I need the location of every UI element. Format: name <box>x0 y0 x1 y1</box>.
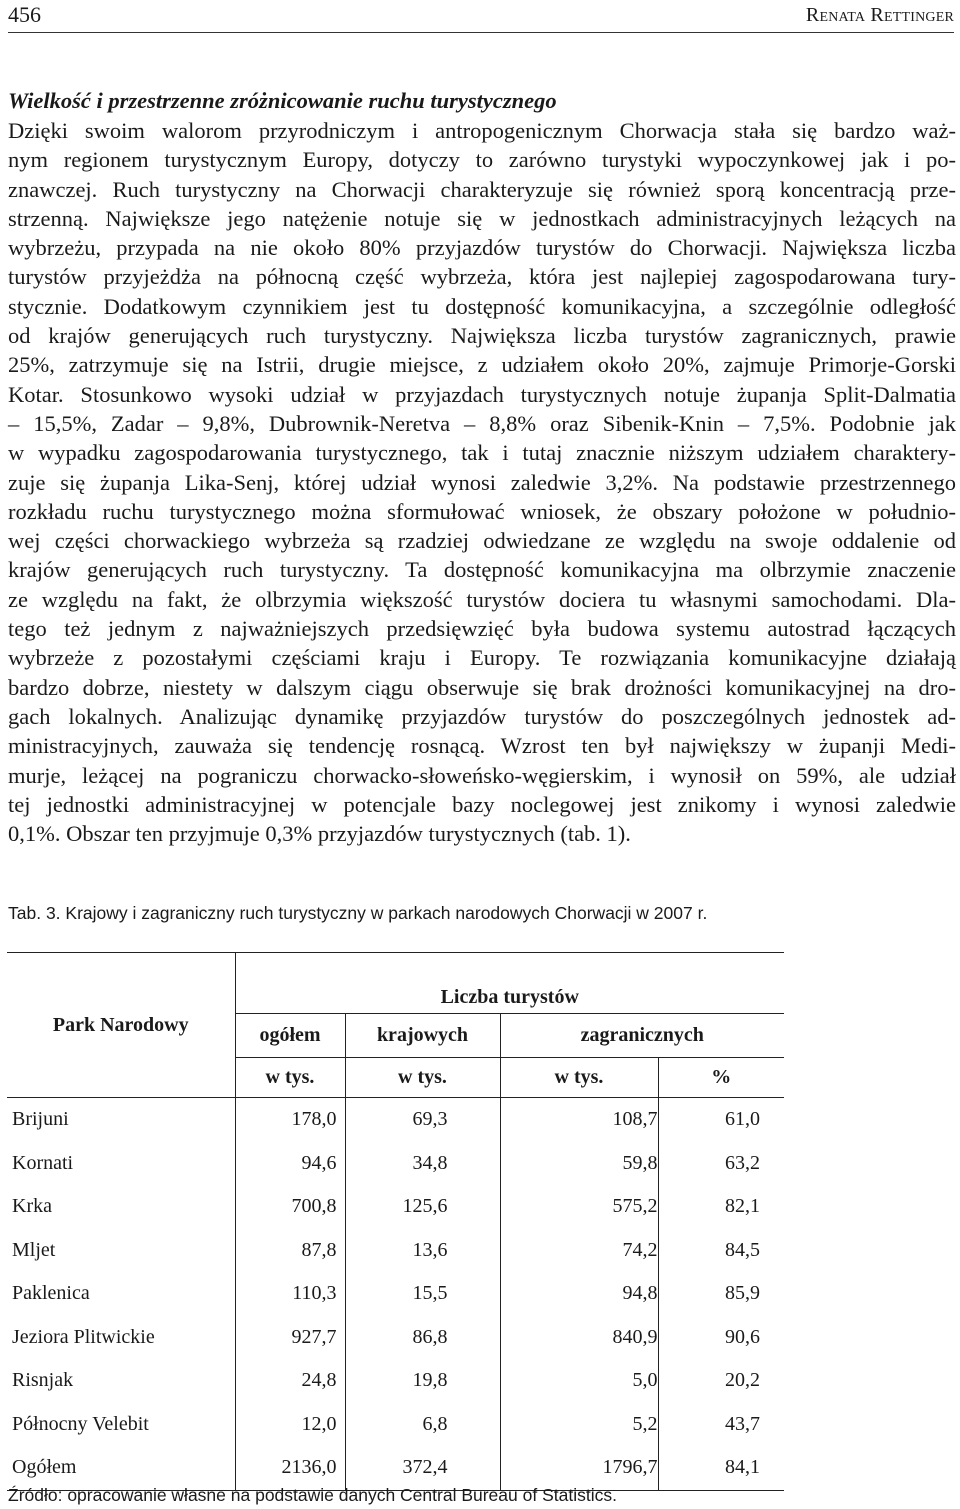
park-name-cell: Jeziora Plitwickie <box>12 1325 155 1348</box>
foreign-cell: 840,9 <box>500 1316 658 1360</box>
percent-cell: 20,2 <box>658 1359 784 1403</box>
percent-cell: 43,7 <box>658 1403 784 1447</box>
text-line: wybrzeże z pozostałymi częściami kraju i Europy. Te rozwiązania komunikacyjne działają <box>8 645 956 671</box>
text-line: 0,1%. Obszar ten przyjmuje 0,3% przyjazdów turystycznych (tab. 1). <box>8 821 631 847</box>
foreign-cell: 94,8 <box>500 1272 658 1316</box>
text-line: murje, leżącej na pograniczu chorwacko-słoweńsko-węgierskim, i wynosił on 59%, ale udział <box>8 762 956 788</box>
table-caption: Tab. 3. Krajowy i zagraniczny ruch turystyczny w parkach narodowych Chorwacji w 2007 r. <box>8 903 708 923</box>
national-parks-table <box>7 952 784 1491</box>
text-line: rozkładu ruchu turystycznego można sformułować wniosek, że obszary położone w południo- <box>8 498 956 524</box>
park-name-cell: Północny Velebit <box>12 1412 149 1435</box>
header-park-name: Park Narodowy <box>7 953 235 1058</box>
foreign-cell: 108,7 <box>500 1098 658 1142</box>
text-line: wybrzeżu, przypada na nie około 80% przyjazdów turystów do Chorwacji. Największa liczba <box>8 235 956 261</box>
domestic-cell: 6,8 <box>345 1403 500 1447</box>
section-heading: Wielkość i przestrzenne zróżnicowanie ruchu turystycznego <box>8 88 557 113</box>
text-line: Dzięki swoim walorom przyrodniczym i antropogenicznym Chorwacja stała się bardzo waż- <box>8 118 956 143</box>
percent-cell: 84,5 <box>658 1229 784 1273</box>
page-header <box>8 0 954 33</box>
foreign-cell: 575,2 <box>500 1185 658 1229</box>
park-name-cell: Kornati <box>12 1151 74 1174</box>
text-line: strzenną. Największe jego natężenie notuje się w jednostkach administracyjnych leżących na <box>8 205 956 231</box>
table-row <box>7 1316 784 1360</box>
foreign-cell: 1796,7 <box>500 1446 658 1490</box>
table-row <box>7 1185 784 1229</box>
text-line: ze względu na fakt, że olbrzymia większość turystów dociera tu własnymi samochodami. Dla- <box>8 586 956 612</box>
text-line: krajów generujących ruch turystyczny. Ta dostępność komunikacyjna ma olbrzymie znaczenie <box>8 557 956 583</box>
text-line: zuje się żupanja Lika-Senj, której udział wynosi zaledwie 3,2%. Na podstawie przestrzennego <box>8 469 956 495</box>
percent-cell: 90,6 <box>658 1316 784 1360</box>
foreign-cell: 5,0 <box>500 1359 658 1403</box>
header-foreign: zagranicznych <box>500 1014 784 1058</box>
domestic-cell: 19,8 <box>345 1359 500 1403</box>
text-line: nym regionem turystycznym Europy, dotyczy to zarówno turystyki wypoczynkowej jak i po- <box>8 147 956 173</box>
total-cell: 2136,0 <box>235 1446 345 1490</box>
park-name-cell: Mljet <box>12 1238 56 1261</box>
domestic-cell: 125,6 <box>345 1185 500 1229</box>
body-paragraph <box>8 116 956 848</box>
table-row <box>7 1142 784 1186</box>
percent-cell: 84,1 <box>658 1446 784 1490</box>
text-line: 25%, zatrzymuje się na Istrii, drugie miejsce, z udziałem około 20%, zajmuje Primorje-Gorski <box>8 352 956 378</box>
text-line: stycznie. Dodatkowym czynnikiem jest tu dostępność komunikacyjna, a szczególnie odległość <box>8 293 956 319</box>
text-line: bardzo dobrze, niestety w dalszym ciągu obserwuje się brak drożności komunikacyjnej na dro- <box>8 674 956 700</box>
text-line: turystów przyjeżdża na północną część wybrzeża, która jest najlepiej zagospodarowana tury- <box>8 264 956 290</box>
percent-cell: 82,1 <box>658 1185 784 1229</box>
domestic-cell: 69,3 <box>345 1098 500 1142</box>
park-name-cell: Paklenica <box>12 1282 90 1305</box>
total-cell: 24,8 <box>235 1359 345 1403</box>
table-row <box>7 1446 784 1490</box>
percent-cell: 85,9 <box>658 1272 784 1316</box>
table-row <box>7 1272 784 1316</box>
text-line: ministracyjnych, zauważa się tendencję rosnącą. Wzrost ten był największy w żupanji Medi- <box>8 733 956 759</box>
text-line: – 15,5%, Zadar – 9,8%, Dubrownik-Neretva – 8,8% oraz Sibenik-Knin – 7,5%. Podobnie jak <box>8 410 956 436</box>
total-cell: 110,3 <box>235 1272 345 1316</box>
unit-total: w tys. <box>235 1058 345 1098</box>
running-author: Renata Rettinger <box>805 4 954 26</box>
total-cell: 700,8 <box>235 1185 345 1229</box>
text-line: od krajów generujących ruch turystyczny. Największa liczba turystów zagranicznych, prawie <box>8 323 956 349</box>
table-row <box>7 1359 784 1403</box>
total-cell: 178,0 <box>235 1098 345 1142</box>
text-line: tego też jednym z najważniejszych przedsięwzięć była budowa systemu autostrad łączących <box>8 616 956 642</box>
header-domestic: krajowych <box>345 1014 500 1058</box>
percent-cell: 63,2 <box>658 1142 784 1186</box>
domestic-cell: 86,8 <box>345 1316 500 1360</box>
text-line: w wypadku zagospodarowania turystycznego, tak i tutaj znacznie niższym udziałem charaktery- <box>8 440 956 466</box>
foreign-cell: 74,2 <box>500 1229 658 1273</box>
total-cell: 927,7 <box>235 1316 345 1360</box>
domestic-cell: 34,8 <box>345 1142 500 1186</box>
table-row <box>7 1098 784 1142</box>
percent-cell: 61,0 <box>658 1098 784 1142</box>
table-source: Źródło: opracowanie własne na podstawie danych Central Bureau of Statistics. <box>8 1485 617 1505</box>
foreign-cell: 59,8 <box>500 1142 658 1186</box>
foreign-cell: 5,2 <box>500 1403 658 1447</box>
text-line: gach lokalnych. Analizując dynamikę przyjazdów turystów do poszczególnych jednostek ad- <box>8 703 956 729</box>
text-line: Kotar. Stosunkowo wysoki udział w przyjazdach turystycznych notuje żupanja Split-Dalmatia <box>8 381 956 407</box>
total-cell: 94,6 <box>235 1142 345 1186</box>
park-name-cell: Brijuni <box>7 1098 235 1142</box>
text-line: wej części chorwackiego wybrzeża są rzadziej odwiedzane ze względu na swoje oddalenie od <box>8 528 956 554</box>
header-unit-empty <box>7 1058 235 1098</box>
park-name-cell: Risnjak <box>12 1369 74 1392</box>
domestic-cell: 13,6 <box>345 1229 500 1273</box>
unit-domestic: w tys. <box>345 1058 500 1098</box>
page-number: 456 <box>8 2 41 27</box>
header-total: ogółem <box>235 1014 345 1058</box>
park-name-cell: Ogółem <box>7 1446 235 1490</box>
domestic-cell: 372,4 <box>345 1446 500 1490</box>
header-tourist-count: Liczba turystów <box>235 953 784 1014</box>
total-cell: 12,0 <box>235 1403 345 1447</box>
table-row <box>7 1229 784 1273</box>
table-body <box>7 1098 784 1491</box>
unit-foreign: w tys. <box>500 1058 658 1098</box>
unit-percent: % <box>658 1058 784 1098</box>
table-row <box>7 1403 784 1447</box>
total-cell: 87,8 <box>235 1229 345 1273</box>
text-line: znawczej. Ruch turystyczny na Chorwacji charakteryzuje się również sporą koncentracją prze- <box>8 176 956 202</box>
text-line: tej jednostki administracyjnej w potencjale bazy noclegowej jest znikomy i wynosi zaledwie <box>8 791 956 817</box>
domestic-cell: 15,5 <box>345 1272 500 1316</box>
park-name-cell: Krka <box>12 1195 52 1218</box>
